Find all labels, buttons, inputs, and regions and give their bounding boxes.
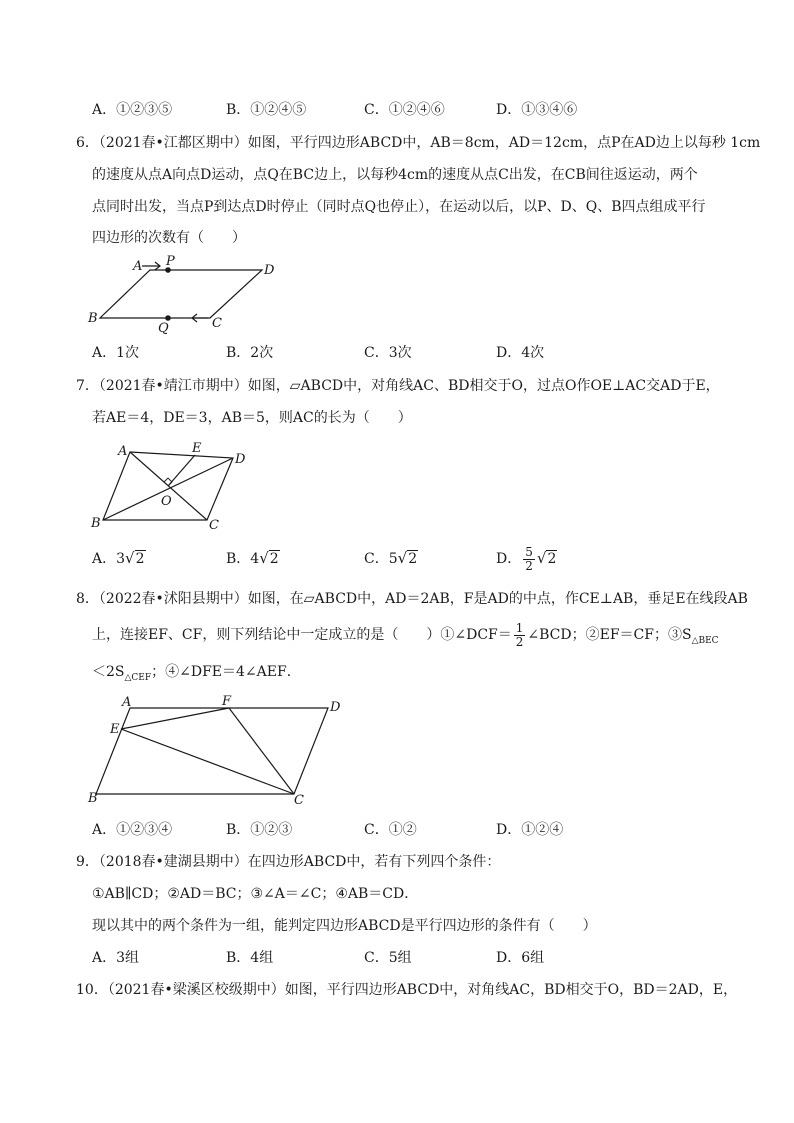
fraction-denominator: 2 (515, 634, 524, 649)
sqrt-icon: √ (536, 549, 547, 567)
q6-label-q: Q (158, 321, 169, 335)
q6-text-line-1: 6．（2021春•江都区期中）如图，平行四边形ABCD中，AB＝8cm，AD＝12cm，点P在AD边上以每秒 1cm (76, 135, 761, 151)
q9-text-line-3: 现以其中的两个条件为一组，能判定四边形ABCD是平行四边形的条件有（ ） (92, 918, 597, 934)
q9-option-b[interactable]: B．4组 (226, 950, 274, 966)
q8-label-d: D (330, 700, 341, 715)
q7-text-line-1: 7．（2021春•靖江市期中）如图，▱ABCD中，对角线AC、BD相交于O，过点O作OE⊥AC交AD于E， (76, 378, 720, 394)
q7-option-b-radicand: 2 (269, 551, 279, 567)
q8-line2-part-b: ∠BCD；②EF＝CF；③S (527, 627, 692, 643)
q6-label-b: B (88, 311, 98, 326)
q7-option-a[interactable] (92, 548, 146, 569)
q8-parallelogram-figure (80, 690, 360, 810)
q6-label-a: A (133, 259, 143, 274)
q5-option-b[interactable]: B．①②④⑤ (226, 102, 307, 118)
q6-parallelogram-figure (80, 250, 300, 335)
q8-text-line-2 (92, 620, 719, 656)
fraction-numerator: 1 (515, 620, 524, 635)
q6-label-c: C (212, 316, 222, 331)
q7-label-a: A (118, 444, 128, 459)
q9-text-line-2: ①AB∥CD；②AD＝BC；③∠A＝∠C；④AB＝CD． (92, 886, 419, 902)
q6-option-b[interactable]: B．2次 (226, 345, 274, 361)
q8-text-line-1: 8．（2022春•沭阳县期中）如图，在▱ABCD中，AD＝2AB，F是AD的中点，作CE⊥AB，垂足E在线段AB (76, 591, 748, 607)
q7-parallelogram-figure (85, 438, 265, 538)
q7-option-b-label: B．4 (226, 551, 260, 567)
q7-option-c-radicand: 2 (408, 551, 418, 567)
q7-label-b: B (91, 516, 101, 531)
q7-label-c: C (209, 518, 219, 533)
q8-segment-ec (121, 729, 294, 794)
q8-segment-ef (121, 708, 229, 729)
q8-segment-fc (229, 708, 294, 794)
q7-option-a-radicand: 2 (135, 551, 145, 567)
q7-label-e: E (192, 441, 202, 456)
fraction-numerator: 5 (525, 544, 533, 559)
q8-option-a[interactable]: A．①②③④ (92, 822, 173, 838)
q8-label-e: E (110, 722, 120, 737)
q7-option-c-label: C．5 (364, 551, 398, 567)
q6-option-a[interactable]: A．1次 (92, 345, 140, 361)
q8-label-f: F (222, 694, 232, 709)
q7-option-d[interactable] (496, 541, 557, 576)
q7-text-line-2: 若AE＝4，DE＝3，AB＝5，则AC的长为（ ） (92, 410, 412, 426)
q6-option-d[interactable]: D．4次 (496, 345, 545, 361)
q6-label-d: D (264, 263, 275, 278)
q8-line3-part-b: ；④∠DFE＝4∠AEF． (151, 664, 301, 680)
q6-text-line-2: 的速度从点A向点D运动，点Q在BC边上，以每秒4cm的速度从点C出发，在CB间往返运动，两个 (92, 167, 698, 183)
q8-parallelogram (96, 708, 328, 794)
q7-segment-oe (168, 455, 195, 486)
q8-line2-part-a: 上，连接EF、CF，则下列结论中一定成立的是（ ）①∠DCF＝ (92, 627, 512, 643)
q8-subscript-bec: △BEC (691, 635, 719, 646)
q8-option-b[interactable]: B．①②③ (226, 822, 293, 838)
sqrt-icon: √ (397, 549, 408, 567)
q6-option-c[interactable]: C．3次 (364, 345, 412, 361)
q5-option-a[interactable]: A．①②③⑤ (92, 102, 173, 118)
q7-option-a-label: A．3 (92, 551, 126, 567)
q8-subscript-cef: △CEF (124, 672, 152, 683)
fraction-denominator: 2 (525, 558, 533, 573)
q6-label-p: P (166, 254, 175, 269)
q7-option-c[interactable] (364, 548, 418, 569)
q7-option-d-label: D． (496, 551, 522, 567)
q8-line3-part-a: ＜2S (92, 664, 125, 680)
q6-parallelogram (100, 270, 262, 318)
q7-option-b[interactable] (226, 548, 280, 569)
q9-option-a[interactable]: A．3组 (92, 950, 140, 966)
q8-label-c: C (294, 793, 304, 808)
q9-text-line-1: 9．（2018春•建湖县期中）在四边形ABCD中，若有下列四个条件： (76, 854, 501, 870)
q5-option-c[interactable]: C．①②④⑥ (364, 102, 445, 118)
q8-label-b: B (88, 791, 98, 806)
q7-diagonal-bd (103, 458, 233, 520)
q6-text-line-3: 点同时出发，当点P到达点D时停止（同时点Q也停止），在运动以后，以P、D、Q、B四点组成平行 (92, 199, 706, 215)
q9-option-d[interactable]: D．6组 (496, 950, 545, 966)
sqrt-icon: √ (125, 549, 135, 567)
q7-option-d-fraction (523, 546, 535, 573)
q8-option-c[interactable]: C．①② (364, 822, 417, 838)
q10-text-line-1: 10．（2021春•梁溪区校级期中）如图，平行四边形ABCD中，对角线AC，BD相交于O，BD＝2AD，E， (76, 982, 738, 998)
q5-option-d[interactable]: D．①③④⑥ (496, 102, 578, 118)
q8-fraction-half (514, 622, 526, 649)
q8-option-d[interactable]: D．①②④ (496, 822, 564, 838)
q6-point-q (165, 315, 171, 321)
q6-text-line-4: 四边形的次数有（ ） (92, 230, 246, 246)
q7-label-d: D (235, 452, 246, 467)
q8-label-a: A (122, 695, 132, 710)
q7-option-d-radicand: 2 (547, 551, 557, 567)
q9-option-c[interactable]: C．5组 (364, 950, 412, 966)
q8-text-line-3 (92, 662, 301, 688)
sqrt-icon: √ (259, 549, 269, 567)
q7-label-o: O (161, 494, 172, 509)
